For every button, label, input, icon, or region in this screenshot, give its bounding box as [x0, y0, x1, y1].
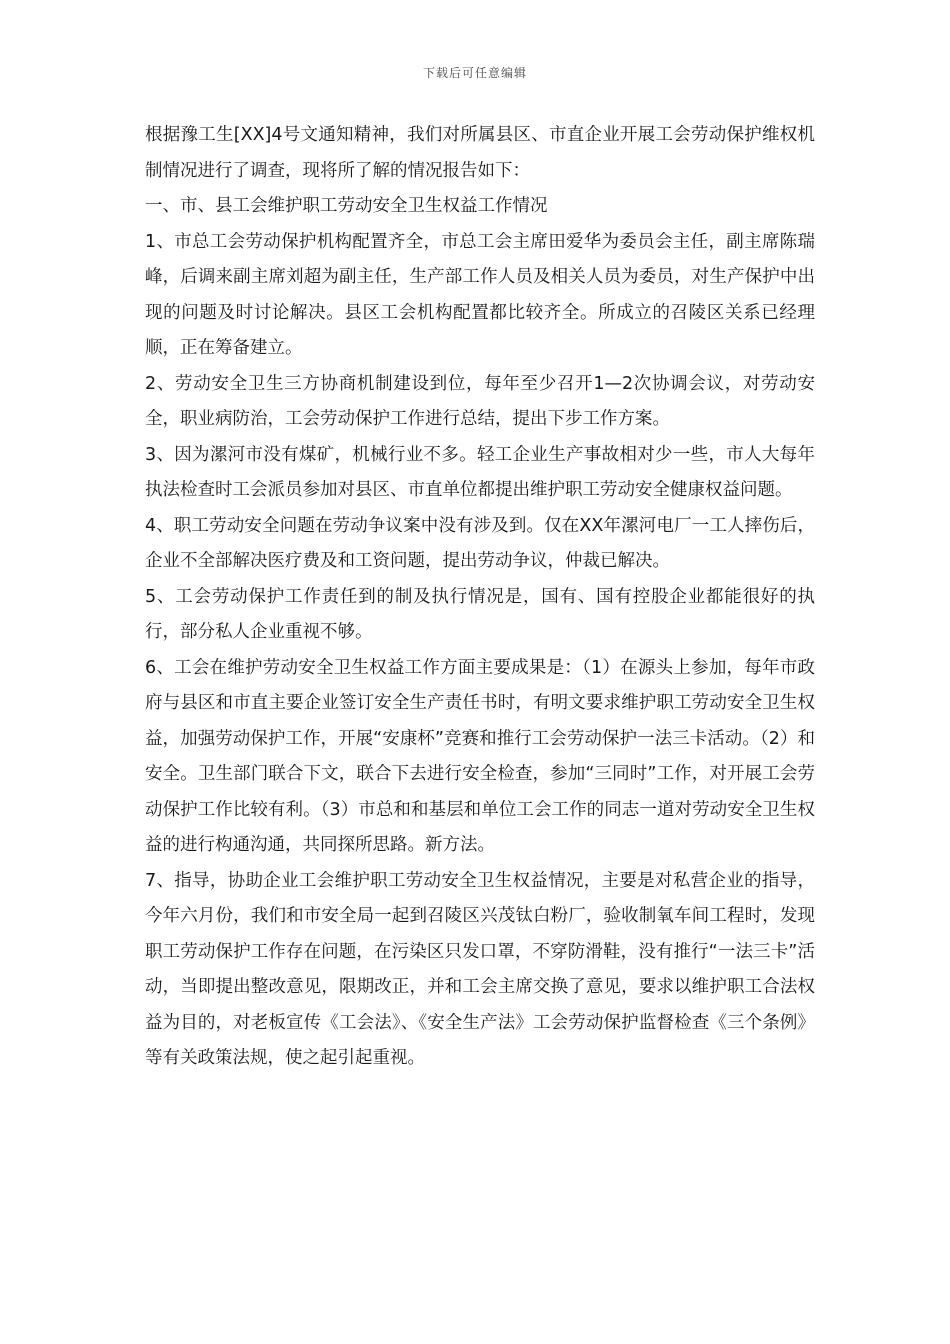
paragraph-item-5: 5、工会劳动保护工作责任到的制及执行情况是，国有、国有控股企业都能很好的执行，部分私人企业重视不够。 — [145, 586, 815, 642]
paragraph-intro: 根据豫工生[XX]4号文通知精神，我们对所属县区、市直企业开展工会劳动保护维权机制情况进行了调查，现将所了解的情况报告如下： — [145, 125, 815, 181]
section-heading: 一、市、县工会维护职工劳动安全卫生权益工作情况 — [145, 196, 548, 216]
paragraph-item-2: 2、劳动安全卫生三方协商机制建设到位，每年至少召开1—2次协调会议，对劳动安全，职业病防治，工会劳动保护工作进行总结，提出下步工作方案。 — [145, 373, 815, 429]
header-note: 下载后可任意编辑 — [422, 66, 527, 80]
paragraph-item-3: 3、因为漯河市没有煤矿，机械行业不多。轻工企业生产事故相对少一些，市人大每年执法检查时工会派员参加对县区、市直单位都提出维护职工劳动安全健康权益问题。 — [145, 444, 815, 500]
document-body — [145, 118, 815, 1077]
paragraph-item-6: 6、工会在维护劳动安全卫生权益工作方面主要成果是：（1）在源头上参加，每年市政府与县区和市直主要企业签订安全生产责任书时，有明文要求维护职工劳动安全卫生权益，加强劳动保护工作，开展“安康杯”竞赛和推行工会劳动保护一法三卡活动。（2）和安全。卫生部门联合下文，联合下去进行安全检查，参加“三同时”工作，对开展工会劳动保护工作比较有利。（3）市总和和基层和单位工会工作的同志一道对劳动安全卫生权益的进行构通沟通，共同探所思路。新方法。 — [145, 657, 815, 855]
paragraph-item-7: 7、指导，协助企业工会维护职工劳动安全卫生权益情况，主要是对私营企业的指导，今年六月份，我们和市安全局一起到召陵区兴茂钛白粉厂，验收制氧车间工程时，发现职工劳动保护工作存在问题，在污染区只发口罩，不穿防滑鞋，没有推行“一法三卡”活动，当即提出整改意见，限期改正，并和工会主席交换了意见，要求以维护职工合法权益为目的，对老板宣传《工会法》、《安全生产法》工会劳动保护监督检查《三个条例》等有关政策法规，使之起引起重视。 — [145, 870, 815, 1068]
paragraph-item-1: 1、市总工会劳动保护机构配置齐全，市总工会主席田爱华为委员会主任，副主席陈瑞峰，后调来副主席刘超为副主任，生产部工作人员及相关人员为委员，对生产保护中出现的问题及时讨论解决。县区工会机构配置都比较齐全。所成立的召陵区关系已经理顺，正在筹备建立。 — [145, 231, 815, 358]
paragraph-item-4: 4、职工劳动安全问题在劳动争议案中没有涉及到。仅在XX年漯河电厂一工人摔伤后，企业不全部解决医疗费及和工资问题，提出劳动争议，仲裁已解决。 — [145, 515, 815, 571]
